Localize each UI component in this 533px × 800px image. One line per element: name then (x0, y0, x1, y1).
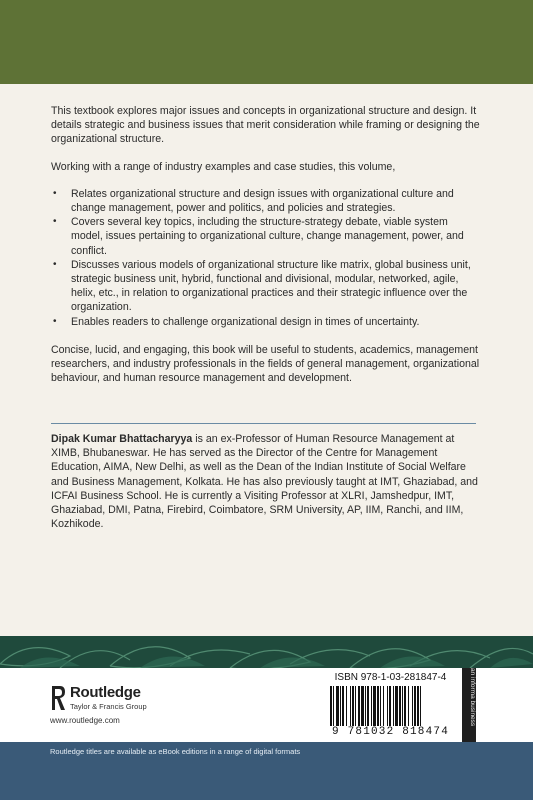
leaf-pattern-icon (0, 636, 533, 668)
author-bio-text: is an ex-Professor of Human Resource Management at XIMB, Bhubaneswar. He has served as the Director of the Centre for Management Education, AIMA, New Delhi, as well as the Dean of the Indian Institute of Social Welfare and Business Management, Kolkata. He has also previously taught at IMT, Ghaziabad, and ICFAI Business School. He is currently a Visiting Professor at XLRI, Jamshedpur, IMT, Ghaziabad, DMI, Patna, Firebird, Coimbatore, SRM University, AP, IIM, Ranchi, and IIM, Kozhikode. (51, 433, 478, 531)
bullet-dot-icon: • (53, 187, 57, 199)
isbn-label: ISBN 978-1-03-281847-4 (334, 672, 447, 683)
bullet-dot-icon: • (53, 315, 57, 327)
publisher-group: Taylor & Francis Group (70, 702, 147, 711)
lead-in-paragraph: Working with a range of industry examples and case studies, this volume, (51, 160, 396, 173)
author-bio (51, 432, 481, 531)
top-color-band (0, 0, 533, 84)
intro-paragraph: This textbook explores major issues and concepts in organizational structure and design. It details strategic and business issues that merit consideration while framing or designing the organizational structure. (51, 105, 480, 146)
barcode-digits: 9 781032 818474 (331, 726, 450, 738)
leaf-pattern-band (0, 636, 533, 668)
informa-side-text: an informa business (469, 668, 476, 727)
barcode-icon (330, 686, 451, 726)
closing-paragraph: Concise, lucid, and engaging, this book will be useful to students, academics, management researchers, and industry professionals in the fields of general management, organizational behaviour, and human resource management and development. (51, 343, 480, 385)
feature-bullet-list (51, 187, 481, 329)
list-item: • Relates organizational structure and design issues with organizational culture and change management, power and politics, and policies and strategies. (53, 187, 454, 215)
routledge-logo-icon (50, 684, 66, 714)
footer-text: Routledge titles are available as eBook editions in a range of digital formats (50, 747, 301, 756)
author-name: Dipak Kumar Bhattacharyya (51, 433, 193, 445)
barcode-box (322, 670, 459, 740)
blurb-content (51, 104, 481, 398)
list-item: • Discusses various models of organizational structure like matrix, global business unit, strategic business unit, hybrid, functional and divisional, modular, networked, agile, helix, etc., in relation to organizational practices and their strategic influence over the organization. (53, 258, 471, 314)
list-item: • Enables readers to challenge organizational design in times of uncertainty. (53, 315, 420, 328)
bullet-dot-icon: • (53, 258, 57, 270)
publisher-website: www.routledge.com (50, 716, 120, 725)
list-item: • Covers several key topics, including the structure-strategy debate, viable system model, issues pertaining to organizational culture, change management, power, and conflict. (53, 216, 464, 257)
publisher-name: Routledge (70, 684, 141, 701)
section-divider (51, 423, 476, 424)
bullet-dot-icon: • (53, 216, 57, 228)
